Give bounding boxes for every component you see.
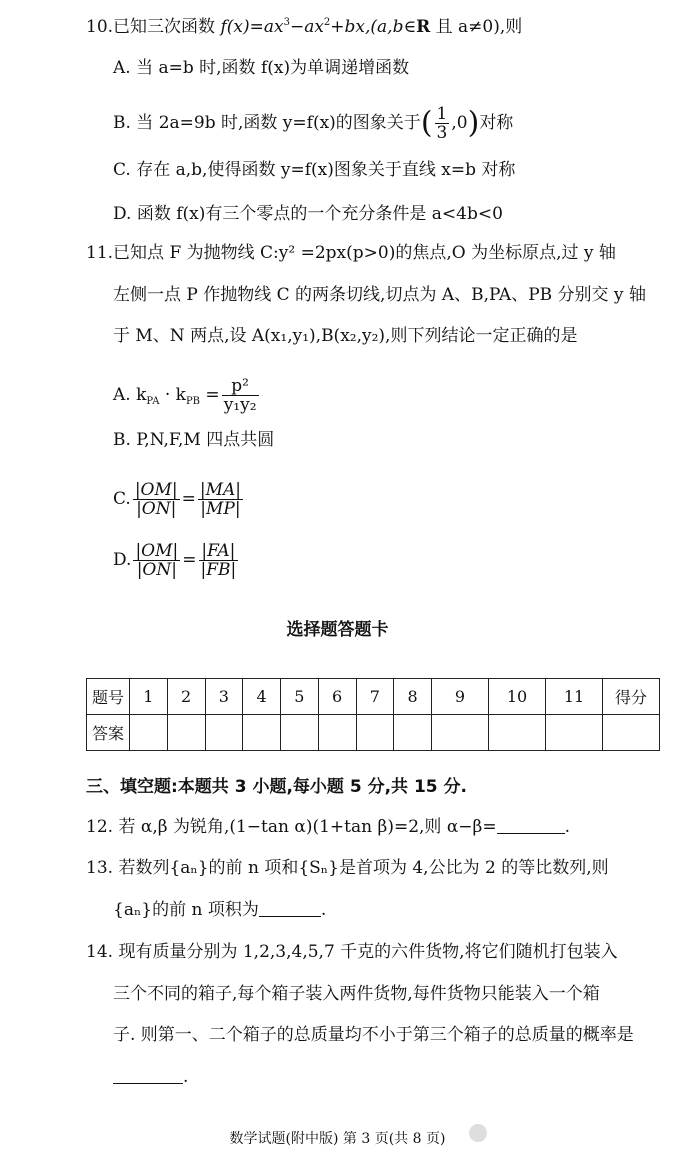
answer-card-col: 9: [432, 679, 489, 715]
answer-card-table: [86, 678, 660, 751]
q14-line1: 14. 现有质量分别为 1,2,3,4,5,7 千克的六件货物,将它们随机打包装入: [86, 942, 618, 962]
q10-option-c: C. 存在 a,b,使得函数 y=f(x)图象关于直线 x=b 对称: [113, 160, 516, 180]
answer-card-col: 10: [489, 679, 546, 715]
q11-stem-line3: 于 M、N 两点,设 A(x₁,y₁),B(x₂,y₂),则下列结论一定正确的是: [113, 326, 578, 346]
answer-card-col: 5: [281, 679, 319, 715]
q11-option-a-sub1: PA: [146, 396, 160, 407]
answer-card-col: 1: [130, 679, 168, 715]
q11-option-c-fraction1: [133, 481, 180, 518]
answer-card-answer-row: [87, 715, 660, 751]
q11-line1-text: 已知点 F 为抛物线 C:y² =2px(p>0)的焦点,O 为坐标原点,过 y 轴: [113, 243, 616, 263]
fraction-numerator: |FA|: [199, 542, 239, 561]
q10-stem-exp2: 2: [323, 17, 331, 28]
left-paren: (: [420, 105, 433, 141]
q10-stem-reals: R: [416, 17, 431, 37]
answer-cell[interactable]: [394, 715, 432, 751]
answer-card-header-label: 题号: [87, 679, 130, 715]
q12-text: 12. 若 α,β 为锐角,(1−tan α)(1+tan β)=2,则 α−β=: [86, 817, 497, 837]
answer-cell[interactable]: [432, 715, 489, 751]
q10-option-b: [113, 105, 513, 142]
q10-option-b-tail: 对称: [479, 113, 514, 133]
q10-stem-text: 已知三次函数: [113, 17, 221, 37]
page-footer: 数学试题(附中版) 第 3 页(共 8 页): [229, 1131, 446, 1147]
fraction-numerator: |MA|: [199, 480, 242, 500]
fraction-one-third: [435, 105, 450, 142]
q10-stem-math: f(x)=ax: [220, 17, 284, 37]
answer-cell[interactable]: [130, 715, 168, 751]
fraction-numerator: p²: [222, 377, 259, 396]
q10-stem-exp3: 3: [283, 17, 290, 28]
answer-cell[interactable]: [167, 715, 205, 751]
q12-end: .: [564, 817, 571, 837]
watermark-icon: [469, 1124, 487, 1142]
score-cell[interactable]: [603, 715, 660, 751]
q14-line4: [113, 1065, 188, 1089]
answer-cell[interactable]: [281, 715, 319, 751]
q11-option-d-label: D.: [113, 550, 132, 570]
q11-option-a: [113, 377, 261, 414]
fraction-denominator: |MP|: [200, 499, 241, 519]
fraction-numerator: |OM|: [135, 541, 179, 561]
q10-option-b-point: ,0: [451, 113, 468, 133]
q10-stem-math3: +bx,(a,b∈: [330, 17, 417, 37]
fraction-numerator: |OM|: [134, 480, 178, 500]
q11-option-a-mid: · k: [159, 385, 186, 405]
answer-cell[interactable]: [318, 715, 356, 751]
q14-line2: 三个不同的箱子,每个箱子装入两件货物,每件货物只能装入一个箱: [113, 984, 600, 1004]
q10-option-b-text: B. 当 2a=9b 时,函数 y=f(x)的图象关于: [113, 113, 421, 133]
q11-option-a-fraction: [222, 377, 259, 414]
q14-line3: 子. 则第一、二个箱子的总质量均不小于第三个箱子的总质量的概率是: [113, 1025, 634, 1045]
answer-card-col: 2: [167, 679, 205, 715]
q10-stem-tail: 且 a≠0),则: [430, 17, 523, 37]
q14-end: .: [183, 1067, 189, 1087]
q11-stem-line1: [86, 241, 616, 265]
q11-option-c-label: C.: [113, 489, 131, 509]
q13-answer-blank[interactable]: [259, 898, 321, 917]
answer-card-col: 8: [394, 679, 432, 715]
answer-card-col: 11: [546, 679, 603, 715]
fraction-denominator: 3: [436, 123, 448, 143]
answer-card-score-label: 得分: [603, 679, 660, 715]
q13-end: .: [320, 900, 327, 920]
q13-line2: [113, 898, 326, 922]
fraction-denominator: |ON|: [136, 560, 177, 580]
answer-card-col: 3: [205, 679, 243, 715]
q10-stem-math2: −ax: [289, 17, 324, 37]
q11-option-a-eq: =: [200, 385, 220, 405]
q12: [86, 815, 570, 839]
answer-card-answer-label: 答案: [87, 715, 130, 751]
answer-cell[interactable]: [243, 715, 281, 751]
q11-option-b: B. P,N,F,M 四点共圆: [113, 430, 275, 450]
answer-card-col: 6: [318, 679, 356, 715]
q11-stem-line2: 左侧一点 P 作抛物线 C 的两条切线,切点为 A、B,PA、PB 分别交 y 轴: [113, 285, 646, 305]
answer-cell[interactable]: [205, 715, 243, 751]
answer-cell[interactable]: [546, 715, 603, 751]
q11-number: 11.: [86, 243, 114, 263]
fraction-numerator: 1: [436, 104, 448, 124]
answer-cell[interactable]: [489, 715, 546, 751]
fraction-denominator: |ON|: [136, 499, 177, 519]
q10-number: 10.: [86, 17, 114, 37]
q10-stem: [86, 11, 522, 39]
fraction-denominator: |FB|: [200, 560, 237, 580]
q10-option-d: D. 函数 f(x)有三个零点的一个充分条件是 a<4b<0: [113, 204, 503, 224]
q11-option-c-eq: =: [181, 489, 196, 509]
right-paren: ): [467, 105, 480, 141]
answer-card-col: 7: [356, 679, 394, 715]
q13-line1: 13. 若数列{aₙ}的前 n 项和{Sₙ}是首项为 4,公比为 2 的等比数列,则: [86, 858, 609, 878]
q11-option-d-fraction1: [133, 542, 180, 579]
q12-answer-blank[interactable]: [497, 815, 565, 834]
q13-line2-text: {aₙ}的前 n 项积为: [113, 900, 259, 920]
q11-option-a-label: A. k: [113, 385, 147, 405]
q11-option-d: [113, 542, 240, 579]
section3-title: 三、填空题:本题共 3 小题,每小题 5 分,共 15 分.: [86, 777, 467, 797]
answer-card-header-row: [87, 679, 660, 715]
answer-card-col: 4: [243, 679, 281, 715]
q11-option-c-fraction2: [198, 481, 243, 518]
q11-option-a-sub2: PB: [185, 396, 201, 407]
q11-option-c: [113, 481, 245, 518]
answer-cell[interactable]: [356, 715, 394, 751]
q11-option-d-eq: =: [182, 550, 197, 570]
q10-option-a: A. 当 a=b 时,函数 f(x)为单调递增函数: [113, 58, 410, 78]
answer-card-title: 选择题答题卡: [286, 620, 389, 640]
q14-answer-blank[interactable]: [113, 1065, 183, 1084]
fraction-denominator: y₁y₂: [223, 395, 257, 415]
q11-option-d-fraction2: [199, 542, 239, 579]
